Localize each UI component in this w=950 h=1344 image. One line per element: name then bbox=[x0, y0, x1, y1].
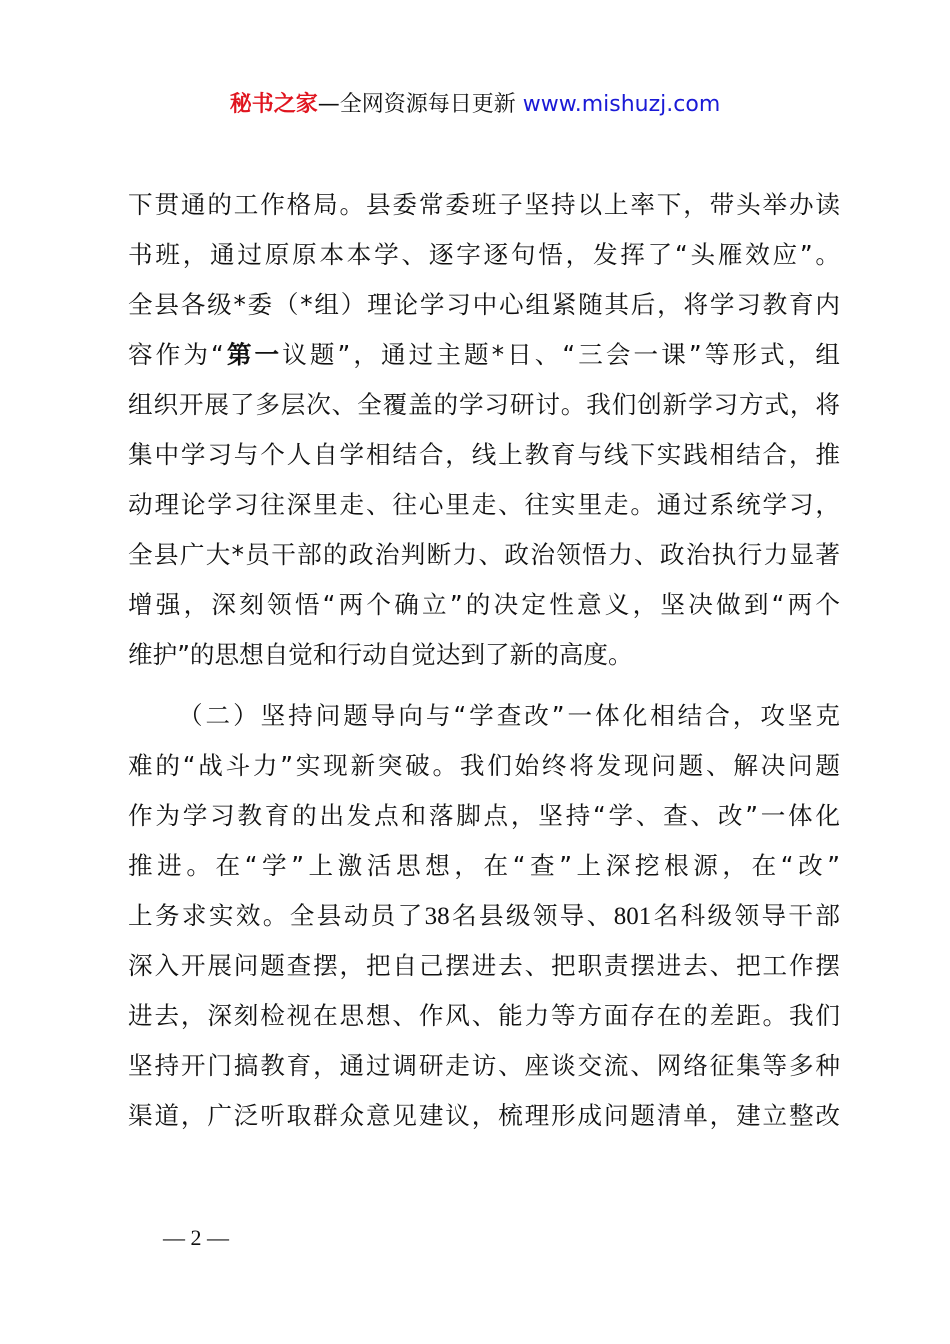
text-line: （二）坚持问题导向与“学查改”一体化相结合，攻坚克 bbox=[178, 701, 840, 730]
text-line: 推进。在“学”上激活思想，在“查”上深挖根源，在“改” bbox=[128, 851, 840, 880]
text-segment: 上务求实效。全县动员了 bbox=[128, 901, 425, 930]
site-tagline: —全网资源每日更新 bbox=[317, 92, 523, 117]
text-line bbox=[128, 330, 840, 380]
text-line: 全县广大*员干部的政治判断力、政治领悟力、政治执行力显著 bbox=[128, 540, 840, 569]
number-text: 801 bbox=[613, 903, 652, 930]
bold-text: 第一 bbox=[223, 340, 283, 369]
paragraph-gap bbox=[128, 680, 840, 691]
site-header bbox=[0, 88, 950, 122]
text-line: 组织开展了多层次、全覆盖的学习研讨。我们创新学习方式，将 bbox=[128, 390, 840, 419]
text-line: 动理论学习往深里走、往心里走、往实里走。通过系统学习， bbox=[128, 490, 840, 519]
text-line: 难的“战斗力”实现新突破。我们始终将发现问题、解决问题 bbox=[128, 751, 840, 780]
paragraph-2 bbox=[128, 691, 840, 1141]
page-number: — 2 — bbox=[163, 1225, 229, 1250]
text-segment: 议题”，通过主题*日、“三会一课”等形式，组 bbox=[282, 340, 840, 369]
text-segment: 名县级领导、 bbox=[449, 901, 614, 930]
text-line bbox=[128, 891, 840, 941]
text-line: 坚持开门搞教育，通过调研走访、座谈交流、网络征集等多种 bbox=[128, 1051, 840, 1080]
text-line: 下贯通的工作格局。县委常委班子坚持以上率下，带头举办读 bbox=[128, 190, 840, 219]
text-line: 进去，深刻检视在思想、作风、能力等方面存在的差距。我们 bbox=[128, 1001, 840, 1030]
number-text: 38 bbox=[424, 903, 450, 930]
paragraph-1 bbox=[128, 180, 840, 680]
text-segment: 名科级领导干部 bbox=[651, 901, 840, 930]
text-line: 集中学习与个人自学相结合，线上教育与线下实践相结合，推 bbox=[128, 440, 840, 469]
site-url-link[interactable]: www.mishuzj.com bbox=[522, 92, 721, 117]
text-segment: 容作为“ bbox=[128, 340, 224, 369]
site-brand: 秘书之家 bbox=[229, 92, 318, 117]
text-line: 维护”的思想自觉和行动自觉达到了新的高度。 bbox=[128, 640, 633, 669]
text-line: 书班，通过原原本本学、逐字逐句悟，发挥了“头雁效应”。 bbox=[128, 240, 840, 269]
text-line: 深入开展问题查摆，把自己摆进去、把职责摆进去、把工作摆 bbox=[128, 951, 840, 980]
document-body bbox=[128, 180, 840, 1141]
text-line: 全县各级*委（*组）理论学习中心组紧随其后，将学习教育内 bbox=[128, 290, 840, 319]
text-line: 渠道，广泛听取群众意见建议，梳理形成问题清单，建立整改 bbox=[128, 1101, 840, 1130]
text-line: 作为学习教育的出发点和落脚点，坚持“学、查、改”一体化 bbox=[128, 801, 840, 830]
text-line: 增强，深刻领悟“两个确立”的决定性意义，坚决做到“两个 bbox=[128, 590, 840, 619]
